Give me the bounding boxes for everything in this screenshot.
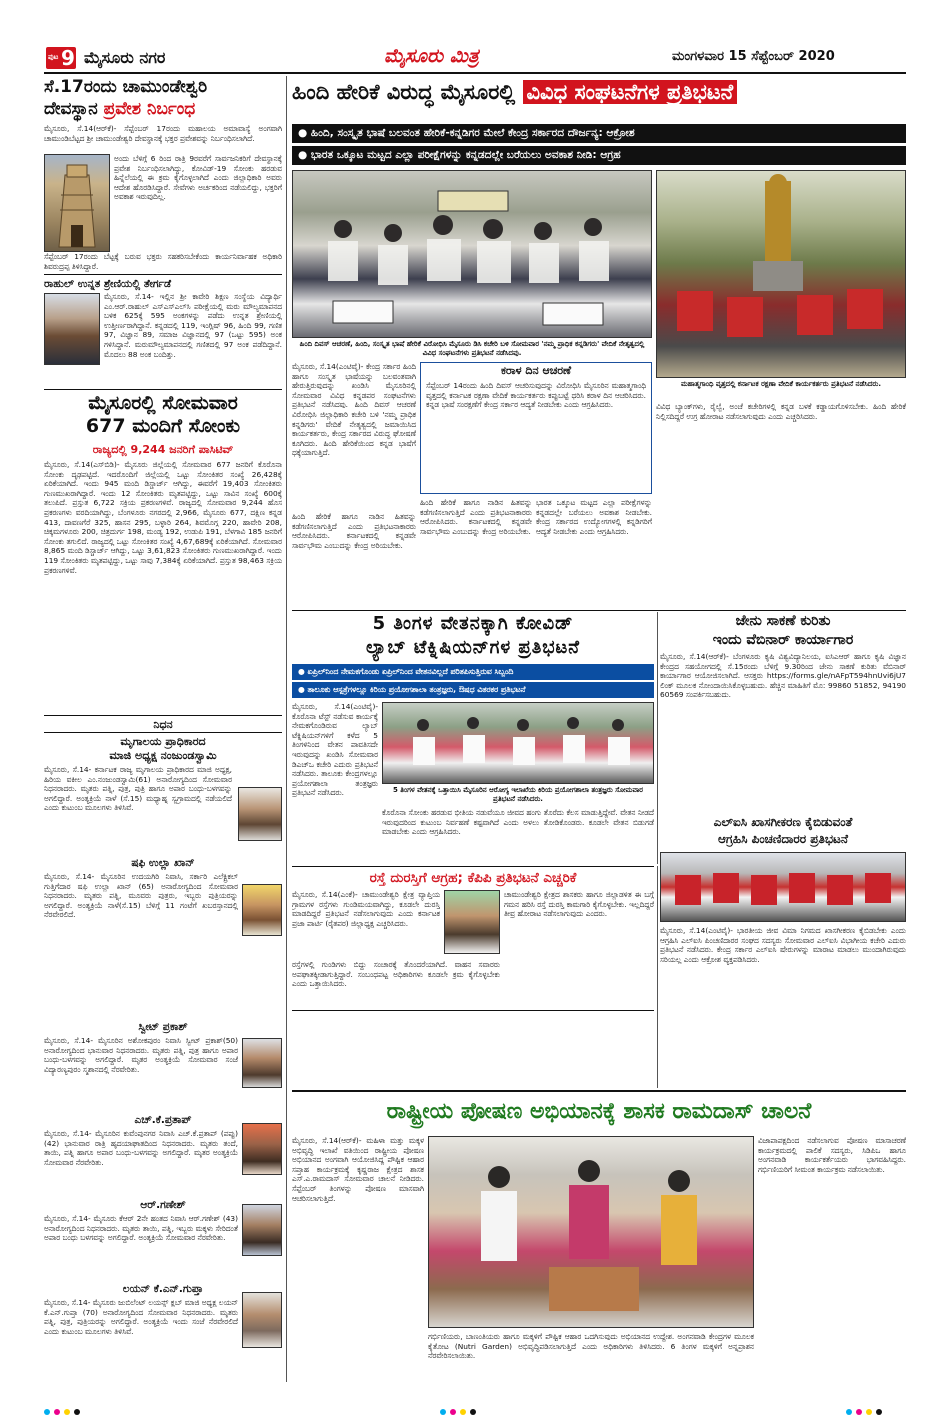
temple-body-bottom: ಸೆಪ್ಟೆಂಬರ್ 17ರಂದು ಬೆಟ್ಟಕ್ಕೆ ಬರುವ ಭಕ್ತರು ಸಹಕರಿಸಬೇಕೆಂದು ಕಾರ್ಯನಿರ್ವಾಹಕ ಅಧಿಕಾರಿ ಶಿವರುದ್ರಪ್ಪ ತಿಳಿಸಿದ್ದಾರೆ.	[44, 252, 282, 271]
covid-headline	[44, 392, 282, 438]
temple-headline	[44, 76, 282, 120]
covid-body: ಮೈಸೂರು, ಸೆ.14(ಎಸ್‌ಬಿಡಿ)- ಮೈಸೂರು ಜಿಲ್ಲೆಯಲ್ಲಿ ಸೋಮವಾರ 677 ಜನರಿಗೆ ಕೊರೊನಾ ಸೋಂಕು ದೃಢಪಟ್ಟಿದೆ. ಇದರೊಂದಿಗೆ ಜಿಲ್ಲೆಯಲ್ಲಿ ಒಟ್ಟು ಸೋಂಕಿತರ ಸಂಖ್ಯೆ 26,428ಕ್ಕೆ ಏರಿಕೆಯಾಗಿದೆ. ಇಂದು 945 ಮಂದಿ ಡಿಸ್ಚಾರ್ಜ್ ಆಗಿದ್ದು, ಈವರೆಗೆ 19,403 ಸೋಂಕಿತರು ಗುಣಮುಖರಾಗಿದ್ದಾರೆ. ಇಂದು 12 ಸೋಂಕಿತರು ಮೃತಪಟ್ಟಿದ್ದು, ಒಟ್ಟು ಸಾವಿನ ಸಂಖ್ಯೆ 600ಕ್ಕೆ ತಲುಪಿದೆ. ಪ್ರಸ್ತುತ 6,722 ಸಕ್ರಿಯ ಪ್ರಕರಣಗಳಿವೆ. ರಾಜ್ಯದಲ್ಲಿ ಸೋಮವಾರ 9,244 ಹೊಸ ಪ್ರಕರಣಗಳು ವರದಿಯಾಗಿದ್ದು, ಬೆಂಗಳೂರು ನಗರದಲ್ಲಿ 2,966, ಮೈಸೂರು 677, ದಕ್ಷಿಣ ಕನ್ನಡ 413, ದಾವಣಗೆರೆ 325, ಹಾಸನ 295, ಬಳ್ಳಾರಿ 264, ಶಿವಮೊಗ್ಗ 220, ಹಾವೇರಿ 208, ಚಿಕ್ಕಮಗಳೂರು 200, ಚಿತ್ರದುರ್ಗ 198, ಮಂಡ್ಯ 192, ಉಡುಪಿ 191, ಬೆಳಗಾವಿ 185 ಜನರಿಗೆ ಸೋಂಕು ತಗುಲಿದೆ. ರಾಜ್ಯದಲ್ಲಿ ಒಟ್ಟು ಸೋಂಕಿತರ ಸಂಖ್ಯೆ 4,67,689ಕ್ಕೆ ಏರಿಕೆಯಾಗಿದೆ. ಸೋಮವಾರ 8,865 ಮಂದಿ ಡಿಸ್ಚಾರ್ಜ್ ಆಗಿದ್ದು, ಒಟ್ಟು 3,61,823 ಸೋಂಕಿತರು ಗುಣಮುಖರಾಗಿದ್ದಾರೆ. ಇಂದು 119 ಸೋಂಕಿತರು ಮೃತಪಟ್ಟಿದ್ದು, ಒಟ್ಟು ಸಾವು 7,384ಕ್ಕೆ ಏರಿಕೆಯಾಗಿದೆ. ಪ್ರಸ್ತುತ 98,463 ಸಕ್ರಿಯ ಪ್ರಕರಣಗಳಿವೆ.	[44, 460, 282, 575]
hindi-headline-part1: ಹಿಂದಿ ಹೇರಿಕೆ ವಿರುದ್ಧ ಮೈಸೂರಲ್ಲಿ	[292, 80, 523, 104]
divider	[44, 274, 282, 275]
road-body-2: ರಸ್ತೆಗಳಲ್ಲಿ ಗುಂಡಿಗಳು ಬಿದ್ದು ಸಂಚಾರಕ್ಕೆ ತೊಂದರೆಯಾಗಿದೆ. ವಾಹನ ಸವಾರರು ಅಪಘಾತಕ್ಕೀಡಾಗುತ್ತಿದ್ದಾರೆ. ಸಂಬಂಧಪಟ್ಟ ಅಧಿಕಾರಿಗಳು ಕೂಡಲೇ ಕ್ರಮ ಕೈಗೊಳ್ಳಬೇಕು ಎಂದು ಒತ್ತಾಯಿಸಿದರು.	[292, 960, 500, 989]
covid-headline-line1: ಮೈಸೂರಲ್ಲಿ ಸೋಮವಾರ	[88, 392, 238, 414]
obituary-item	[44, 1113, 282, 1199]
obituary-name-2: ಮಾಜಿ ಅಧ್ಯಕ್ಷ ನಂಜುಂಡಸ್ವಾಮಿ	[109, 749, 217, 762]
obituary-item	[44, 856, 282, 970]
section-name: ಮೈಸೂರು ನಗರ	[84, 48, 166, 67]
paper-name: ಮೈಸೂರು ಮಿತ್ರ	[384, 45, 479, 67]
divider	[44, 389, 282, 390]
obituary-body: ಮೈಸೂರು, ಸೆ.14- ಮೈಸೂರಿನ ಉದಯಗಿರಿ ನಿವಾಸಿ, ಸರ್ಕಾರಿ ಎಲೆಕ್ಟ್ರಿಕಲ್ ಗುತ್ತಿಗೆದಾರ ಷಫಿ ಉಲ್ಲಾ ಖಾನ್ (65) ಅನಾರೋಗ್ಯದಿಂದ ಸೋಮವಾರ ನಿಧನರಾದರು. ಮೃತರು ಪತ್ನಿ, ಮೂವರು ಪುತ್ರರು, ಇಬ್ಬರು ಪುತ್ರಿಯರನ್ನು ಅಗಲಿದ್ದಾರೆ. ಅಂತ್ಯಕ್ರಿಯೆ ನಾಳೆ(ಸೆ.15) ಬೆಳಿಗ್ಗೆ 11 ಗಂಟೆಗೆ ಖಬರಸ್ತಾನದಲ್ಲಿ ನೆರವೇರಲಿದೆ.	[44, 872, 238, 920]
covid-subhead: ರಾಜ್ಯದಲ್ಲಿ 9,244 ಜನರಿಗೆ ಪಾಸಿಟಿವ್	[92, 443, 234, 456]
protest-crowd-icon	[293, 171, 651, 337]
road-body-3: ಚಾಮುಂಡೇಶ್ವರಿ ಕ್ಷೇತ್ರದ ಶಾಸಕರು ಹಾಗೂ ಜಿಲ್ಲಾಡಳಿತ ಈ ಬಗ್ಗೆ ಗಮನ ಹರಿಸಿ ರಸ್ತೆ ದುರಸ್ತಿ ಕಾಮಗಾರಿ ಕೈಗೊಳ್ಳಬೇಕು. ಇಲ್ಲದಿದ್ದರೆ ತೀವ್ರ ಹೋರಾಟ ನಡೆಸಲಾಗುವುದು ಎಂದರು.	[504, 890, 654, 919]
obituary-name: ಆರ್.ಗಣೇಶ್	[140, 1199, 186, 1211]
page-number: 9	[61, 46, 75, 70]
lab-caption: 5 ತಿಂಗಳ ವೇತನಕ್ಕೆ ಒತ್ತಾಯಿಸಿ ಮೈಸೂರಿನ ಆರೋಗ್ಯ ಇಲಾಖೆಯ ಕಿರಿಯ ಪ್ರಯೋಗಶಾಲಾ ತಂತ್ರಜ್ಞರು ಸೋಮವಾರ ಪ್ರತಿಭಟನೆ ನಡೆಸಿದರು.	[393, 786, 643, 803]
lic-headline-line2: ಆಗ್ರಹಿಸಿ ಪಿಂಚಣಿದಾರರ ಪ್ರತಿಭಟನೆ	[717, 832, 849, 846]
karala-box-body: ಸೆಪ್ಟೆಂಬರ್ 14ರಂದು ಹಿಂದಿ ದಿವಸ್ ಆಚರಿಸುವುದನ್ನು ವಿರೋಧಿಸಿ ಮೈಸೂರಿನ ಮಹಾತ್ಮಗಾಂಧಿ ವೃತ್ತದಲ್ಲಿ ಕರ್ನಾಟಕ ರಕ್ಷಣಾ ವೇದಿಕೆ ಕಾರ್ಯಕರ್ತರು ಕಪ್ಪುಬಟ್ಟೆ ಧರಿಸಿ ಕರಾಳ ದಿನ ಆಚರಿಸಿದರು. ಕನ್ನಡ ಭಾಷೆ ಸಂರಕ್ಷಣೆಗೆ ಕೇಂದ್ರ ಸರ್ಕಾರ ಆದ್ಯತೆ ನೀಡಬೇಕು ಎಂದು ಆಗ್ರಹಿಸಿದರು.	[426, 381, 646, 410]
obituary-photo	[242, 1038, 282, 1088]
obituary-body: ಮೈಸೂರು, ಸೆ.14- ಮೈಸೂರಿನ ಅಶೋಕಪುರಂ ನಿವಾಸಿ ಸ್ವೀಟ್ ಪ್ರಕಾಶ್(50) ಅನಾರೋಗ್ಯದಿಂದ ಭಾನುವಾರ ನಿಧನರಾದರು. ಮೃತರು ಪತ್ನಿ, ಪುತ್ರ ಹಾಗೂ ಅಪಾರ ಬಂಧು-ಬಳಗವನ್ನು ಅಗಲಿದ್ದಾರೆ. ಮೃತರ ಅಂತ್ಯಕ್ರಿಯೆ ಸೋಮವಾರ ಸಂಜೆ ವಿದ್ಯಾರಣ್ಯಪುರಂ ಸ್ಮಶಾನದಲ್ಲಿ ನೆರವೇರಿತು.	[44, 1036, 238, 1074]
lic-body: ಮೈಸೂರು, ಸೆ.14(ಎಂಟಿವೈ)- ಭಾರತೀಯ ಜೀವ ವಿಮಾ ನಿಗಮದ ಖಾಸಗೀಕರಣ ಕೈಬಿಡಬೇಕು ಎಂದು ಆಗ್ರಹಿಸಿ ಎಲ್‌ಐಸಿ ಪಿಂಚಣಿದಾರರ ಸಂಘದ ಸದಸ್ಯರು ಸೋಮವಾರ ಎಲ್‌ಐಸಿ ವಿಭಾಗೀಯ ಕಚೇರಿ ಎದುರು ಪ್ರತಿಭಟನೆ ನಡೆಸಿದರು. ಕೇಂದ್ರ ಸರ್ಕಾರ ಎಲ್‌ಐಸಿ ಷೇರುಗಳನ್ನು ಮಾರಾಟ ಮಾಡಲು ಮುಂದಾಗಿರುವುದು ಸರಿಯಲ್ಲ ಎಂದು ಆಕ್ರೋಶ ವ್ಯಕ್ತಪಡಿಸಿದರು.	[660, 926, 906, 964]
obituary-body: ಮೈಸೂರು, ಸೆ.14- ಮೈಸೂರು ಕೆಆರ್ 2ನೇ ಹಂತದ ನಿವಾಸಿ ಆರ್.ಗಣೇಶ್ (43) ಅನಾರೋಗ್ಯದಿಂದ ನಿಧನರಾದರು. ಮೃತರು ತಾಯಿ, ಪತ್ನಿ, ಇಬ್ಬರು ಮಕ್ಕಳು ಸೇರಿದಂತೆ ಅಪಾರ ಬಂಧು ಬಳಗವನ್ನು ಅಗಲಿದ್ದಾರೆ. ಅಂತ್ಯಕ್ರಿಯೆ ಸೋಮವಾರ ನೆರವೇರಿತು.	[44, 1214, 238, 1243]
hindi-caption-left: ಹಿಂದಿ ದಿವಸ್ ಆಚರಣೆ, ಹಿಂದಿ, ಸಂಸ್ಕೃತ ಭಾಷೆ ಹೇರಿಕೆ ವಿರೋಧಿಸಿ ಮೈಸೂರು ಡಿಸಿ ಕಚೇರಿ ಬಳಿ ಸೋಮವಾರ 'ನಮ್ಮ ಪ್ರಾಧಿಕ ಕನ್ನಡಿಗರು' ವೇದಿಕೆ ನೇತೃತ್ವದಲ್ಲಿ ವಿವಿಧ ಸಂಘಟನೆಗಳು ಪ್ರತಿಭಟನೆ ನಡೆಸಿದವು.	[299, 340, 645, 357]
hindi-bullet-2: ● ಭಾರತ ಒಕ್ಕೂಟ ಮಟ್ಟದ ಎಲ್ಲಾ ಪರೀಕ್ಷೆಗಳನ್ನು ಕನ್ನಡದಲ್ಲೇ ಬರೆಯಲು ಅವಕಾಶ ನೀಡಿ: ಆಗ್ರಹ	[292, 146, 906, 165]
obituary-item	[44, 1198, 282, 1282]
lic-headline-line1: ಎಲ್‌ಐಸಿ ಖಾಸಗೀಕರಣ ಕೈಬಿಡುವಂತೆ	[713, 815, 853, 829]
masthead	[44, 44, 906, 72]
hindi-bullet-1: ● ಹಿಂದಿ, ಸಂಸ್ಕೃತ ಭಾಷೆ ಬಲವಂತ ಹೇರಿಕೆ-ಕನ್ನಡಿಗರ ಮೇಲೆ ಕೇಂದ್ರ ಸರ್ಕಾರದ ದೌರ್ಜನ್ಯ: ಆಕ್ರೋಶ	[292, 124, 906, 143]
statue-crowd-icon	[657, 171, 905, 377]
hindi-body-col3: ಭಾರತ ಒಕ್ಕೂಟ ಮಟ್ಟದ ಎಲ್ಲಾ ಪರೀಕ್ಷೆಗಳನ್ನು ಕನ್ನಡದಲ್ಲೇ ಬರೆಯಲು ಅವಕಾಶ ನೀಡಬೇಕು. ಕೇಂದ್ರ ಸರ್ಕಾರದ ಉದ್ಯೋಗಗಳಲ್ಲಿ ಕನ್ನಡಿಗರಿಗೆ ಆದ್ಯತೆ ನೀಡಬೇಕು ಎಂದು ಆಗ್ರಹಿಸಿದರು.	[536, 498, 652, 536]
poshan-event-photo	[428, 1136, 754, 1328]
obituary-section-label: ನಿಧನ	[44, 718, 282, 733]
hindi-body-col4: ವಿವಿಧ ಬ್ಯಾಂಕ್‌ಗಳು, ರೈಲ್ವೆ, ಅಂಚೆ ಕಚೇರಿಗಳಲ್ಲಿ ಕನ್ನಡ ಬಳಕೆ ಕಡ್ಡಾಯಗೊಳಿಸಬೇಕು. ಹಿಂದಿ ಹೇರಿಕೆ ನಿಲ್ಲಿಸದಿದ್ದರೆ ಉಗ್ರ ಹೋರಾಟ ನಡೆಸಲಾಗುವುದು ಎಂದು ಎಚ್ಚರಿಸಿದರು.	[656, 402, 906, 421]
temple-headline-line1: ಸೆ.17ರಂದು ಚಾಮುಂಡೇಶ್ವರಿ	[44, 77, 208, 97]
obituary-name: ಷಫಿ ಉಲ್ಲಾ ಖಾನ್	[131, 857, 195, 869]
obituary-photo	[238, 787, 282, 841]
page-label: ಪುಟ	[48, 53, 59, 61]
hindi-protest-photo-right	[656, 170, 906, 378]
divider	[44, 715, 282, 716]
rahul-body: ಮೈಸೂರು, ಸೆ.14- ಇಲ್ಲಿನ ಶ್ರೀ ಕಾವೇರಿ ಶಿಕ್ಷಣ ಸಂಸ್ಥೆಯ ವಿದ್ಯಾರ್ಥಿ ಎಂ.ಆರ್.ರಾಹುಲ್ ಎಸ್‌ಎಸ್‌ಎಲ್‌ಸಿ ಪರೀಕ್ಷೆಯಲ್ಲಿ ಮರು ಮೌಲ್ಯಮಾಪನದ ಬಳಿಕ 625ಕ್ಕೆ 595 ಅಂಕಗಳನ್ನು ಪಡೆದು ಉನ್ನತ ಶ್ರೇಣಿಯಲ್ಲಿ ಉತ್ತೀರ್ಣರಾಗಿದ್ದಾನೆ. ಕನ್ನಡದಲ್ಲಿ 119, ಇಂಗ್ಲಿಷ್ 96, ಹಿಂದಿ 99, ಗಣಿತ 97, ವಿಜ್ಞಾನ 89, ಸಮಾಜ ವಿಜ್ಞಾನದಲ್ಲಿ 97 (ಒಟ್ಟು 595) ಅಂಕ ಗಳಿಸಿದ್ದಾನೆ. ಮರುಮೌಲ್ಯಮಾಪನದಲ್ಲಿ ಗಣಿತದಲ್ಲಿ 97 ಅಂಕ ಪಡೆದಿದ್ದಾನೆ. ಮೊದಲು 88 ಅಂಕ ಬಂದಿತ್ತು.	[104, 292, 282, 359]
lab-banner-2: ● ತಾಲೂಕು ಆಸ್ಪತ್ರೆಗಳಲ್ಲೂ ಕಿರಿಯ ಪ್ರಯೋಗಶಾಲಾ ತಂತ್ರಜ್ಞರು, ಔಷಧ ವಿತರಕರ ಪ್ರತಿಭಟನೆ	[292, 682, 654, 698]
obituary-item	[44, 1282, 282, 1382]
lab-headline-line2: ಲ್ಯಾಬ್ ಟೆಕ್ನಿಷಿಯನ್‌ಗಳ ಪ್ರತಿಭಟನೆ	[365, 637, 581, 658]
lab-headline-line1: 5 ತಿಂಗಳ ವೇತನಕ್ಕಾಗಿ ಕೋವಿಡ್	[372, 613, 574, 634]
rahul-headline: ರಾಹುಲ್ ಉನ್ನತ ಶ್ರೇಣಿಯಲ್ಲಿ ತೇರ್ಗಡೆ	[44, 278, 172, 290]
hindi-body-col1b: ಹಿಂದಿ ಹೇರಿಕೆ ಹಾಗೂ ನಾಡಿನ ಹಿತವನ್ನು ಕಡೆಗಣಿಸಲಾಗುತ್ತಿದೆ ಎಂದು ಪ್ರತಿಭಟನಾಕಾರರು ಆರೋಪಿಸಿದರು. ಕರ್ನಾಟಕದಲ್ಲಿ ಕನ್ನಡವೇ ಸಾರ್ವಭೌಮ ಎಂಬುದನ್ನು ಕೇಂದ್ರ ಅರಿಯಬೇಕು.	[292, 512, 416, 550]
poshan-headline: ರಾಷ್ಟ್ರೀಯ ಪೋಷಣ ಅಭಿಯಾನಕ್ಕೆ ಶಾಸಕ ರಾಮದಾಸ್ ಚಾಲನೆ	[386, 1099, 812, 1124]
temple-body-top: ಮೈಸೂರು, ಸೆ.14(ಆರ್‌ಕೆ)- ಸೆಪ್ಟೆಂಬರ್ 17ರಂದು ಮಹಾಲಯ ಅಮಾವಾಸ್ಯೆ ಅಂಗವಾಗಿ ಚಾಮುಂಡಿಬೆಟ್ಟದ ಶ್ರೀ ಚಾಮುಂಡೇಶ್ವರಿ ದೇವಸ್ಥಾನಕ್ಕೆ ಭಕ್ತರ ಪ್ರವೇಶವನ್ನು ನಿರ್ಬಂಧಿಸಲಾಗಿದೆ.	[44, 124, 282, 143]
lab-headline	[292, 612, 654, 660]
obituary-photo	[242, 884, 282, 936]
webinar-headline	[660, 612, 906, 650]
lab-crowd-icon	[383, 703, 653, 783]
obituary-photo	[242, 1204, 282, 1256]
obituary-photo	[242, 1292, 282, 1348]
color-registration-marks	[846, 1400, 886, 1419]
column-rule	[286, 76, 287, 1382]
lab-banner-1: ● ಏಪ್ರಿಲ್‌ನಿಂದ ನೇಮಕಗೊಂಡು ಏಪ್ರಿಲ್‌ನಿಂದ ವೇತನವಿಲ್ಲದೆ ಪರಿತಪಿಸುತ್ತಿರುವ ಸಿಬ್ಬಂದಿ	[292, 664, 654, 680]
obituary-photo	[242, 1123, 282, 1175]
lab-protest-photo	[382, 702, 654, 784]
page-number-badge	[46, 47, 76, 69]
obituary-body: ಮೈಸೂರು, ಸೆ.14- ಮೈಸೂರು ಜುಬಿಲೆಂಟ್ ಲಯನ್ಸ್ ಕ್ಲಬ್ ಮಾಜಿ ಅಧ್ಯಕ್ಷ ಲಯನ್ ಕೆ.ಎನ್.ಗುಪ್ತಾ (70) ಅನಾರೋಗ್ಯದಿಂದ ಸೋಮವಾರ ನಿಧನರಾದರು. ಮೃತರು ಪತ್ನಿ, ಪುತ್ರ, ಪುತ್ರಿಯರನ್ನು ಅಗಲಿದ್ದಾರೆ. ಅಂತ್ಯಕ್ರಿಯೆ ಇಂದು ಸಂಜೆ ನೆರವೇರಲಿದೆ ಎಂದು ಕುಟುಂಬ ಮೂಲಗಳು ತಿಳಿಸಿವೆ.	[44, 1298, 238, 1336]
webinar-headline-line1: ಜೇನು ಸಾಕಣೆ ಕುರಿತು	[735, 613, 831, 629]
temple-body-side: ಅಂದು ಬೆಳಿಗ್ಗೆ 6 ರಿಂದ ರಾತ್ರಿ 9ರವರೆಗೆ ಸಾರ್ವಜನಿಕರಿಗೆ ದೇವಸ್ಥಾನಕ್ಕೆ ಪ್ರವೇಶ ನಿರ್ಬಂಧಿಸಲಾಗಿದ್ದು, ಕೋವಿಡ್-19 ಸೋಂಕು ಹರಡುವ ಹಿನ್ನೆಲೆಯಲ್ಲಿ ಈ ಕ್ರಮ ಕೈಗೊಳ್ಳಲಾಗಿದೆ ಎಂದು ಜಿಲ್ಲಾಧಿಕಾರಿ ಅವರು ಆದೇಶ ಹೊರಡಿಸಿದ್ದಾರೆ. ಸೇವೆಗಳು ಅರ್ಚಕರಿಂದ ನಡೆಯಲಿದ್ದು, ಭಕ್ತರಿಗೆ ಅವಕಾಶ ಇರುವುದಿಲ್ಲ.	[114, 154, 282, 202]
karala-dina-box	[420, 362, 652, 494]
hindi-headline	[292, 76, 906, 110]
covid-headline-line2: 677 ಮಂದಿಗೆ ಸೋಂಕು	[85, 415, 241, 437]
obituary-item	[44, 735, 282, 855]
obituary-name: ಎಚ್.ಕೆ.ಪ್ರತಾಪ್	[134, 1114, 192, 1126]
hindi-headline-part2: ವಿವಿಧ ಸಂಘಟನೆಗಳ ಪ್ರತಿಭಟನೆ	[523, 80, 738, 104]
column-rule	[657, 866, 658, 1088]
hindi-protest-photo-left	[292, 170, 652, 338]
temple-tower-icon	[45, 155, 109, 251]
divider	[292, 866, 654, 867]
temple-headline-line2a: ದೇವಸ್ಥಾನ	[44, 99, 104, 119]
road-body-1: ಮೈಸೂರು, ಸೆ.14(ಎಂಕೆ)- ಚಾಮುಂಡೇಶ್ವರಿ ಕ್ಷೇತ್ರ ವ್ಯಾಪ್ತಿಯ ಗ್ರಾಮಗಳ ರಸ್ತೆಗಳು ಗುಂಡಿಮಯವಾಗಿದ್ದು, ಕೂಡಲೇ ದುರಸ್ತಿ ಮಾಡದಿದ್ದರೆ ಪ್ರತಿಭಟನೆ ನಡೆಸಲಾಗುವುದು ಎಂದು ಕರ್ನಾಟಕ ಪ್ರಜಾ ಪಾರ್ಟಿ (ರೈತಪರ) ಜಿಲ್ಲಾಧ್ಯಕ್ಷ ಎಚ್ಚರಿಸಿದರು.	[292, 890, 440, 928]
poshan-body-2: ಗರ್ಭಿಣಿಯರು, ಬಾಣಂತಿಯರು ಹಾಗೂ ಮಕ್ಕಳಿಗೆ ಪೌಷ್ಟಿಕ ಆಹಾರ ಒದಗಿಸುವುದು ಅಭಿಯಾನದ ಉದ್ದೇಶ. ಅಂಗನವಾಡಿ ಕೇಂದ್ರಗಳ ಮೂಲಕ ಕೈತೋಟ (Nutri Garden) ಅಭಿವೃದ್ಧಿಪಡಿಸಲಾಗುತ್ತಿದೆ ಎಂದು ಅಧಿಕಾರಿಗಳು ತಿಳಿಸಿದರು. 6 ತಿಂಗಳ ಮಕ್ಕಳಿಗೆ ಅನ್ನಪ್ರಾಶನ ನೆರವೇರಿಸಲಾಯಿತು.	[428, 1332, 754, 1361]
color-registration-marks	[44, 1400, 84, 1419]
obituary-name: ಮೃಗಾಲಯ ಪ್ರಾಧಿಕಾರದ	[120, 735, 206, 748]
poshan-body-3: ವಿಜಾಪಾಪಕ್ಷದಿಂದ ನಡೆಸಲಾಗುವ ಪೋಷಣ ಮಾಸಾಚರಣೆ ಕಾರ್ಯಕ್ರಮದಲ್ಲಿ ಪಾಲಿಕೆ ಸದಸ್ಯರು, ಸಿಡಿಪಿಒ ಹಾಗೂ ಅಂಗನವಾಡಿ ಕಾರ್ಯಕರ್ತೆಯರು ಭಾಗವಹಿಸಿದ್ದರು. ಗರ್ಭಿಣಿಯರಿಗೆ ಸೀಮಂತ ಕಾರ್ಯಕ್ರಮ ನಡೆಸಲಾಯಿತು.	[758, 1136, 906, 1174]
temple-headline-line2b: ಪ್ರವೇಶ ನಿರ್ಬಂಧ	[103, 99, 196, 119]
divider	[292, 610, 906, 611]
obituary-item	[44, 1020, 282, 1112]
obituary-body: ಮೈಸೂರು, ಸೆ.14- ಕರ್ನಾಟಕ ರಾಜ್ಯ ಮೃಗಾಲಯ ಪ್ರಾಧಿಕಾರದ ಮಾಜಿ ಅಧ್ಯಕ್ಷ, ಹಿರಿಯ ವಕೀಲ ಎಂ.ನಂಜುಂಡಸ್ವಾಮಿ(61) ಅನಾರೋಗ್ಯದಿಂದ ಸೋಮವಾರ ನಿಧನರಾದರು. ಮೃತರು ಪತ್ನಿ, ಪುತ್ರ, ಪುತ್ರಿ ಹಾಗೂ ಅಪಾರ ಬಂಧು-ಬಳಗವನ್ನು ಅಗಲಿದ್ದಾರೆ. ಅಂತ್ಯಕ್ರಿಯೆ ನಾಳೆ (ಸೆ.15) ಮಧ್ಯಾಹ್ನ ಸ್ವಗ್ರಾಮದಲ್ಲಿ ನಡೆಯಲಿದೆ ಎಂದು ಕುಟುಂಬ ಮೂಲಗಳು ತಿಳಿಸಿವೆ.	[44, 765, 232, 813]
column-rule	[657, 612, 658, 864]
poshan-people-icon	[429, 1137, 753, 1327]
lab-body-col2: ಕೊರೊನಾ ಸೋಂಕು ಹರಡುವ ಭೀತಿಯ ನಡುವೆಯೂ ಜೀವದ ಹಂಗು ತೊರೆದು ಕೆಲಸ ಮಾಡುತ್ತಿದ್ದೇವೆ. ವೇತನ ನೀಡದೆ ಇರುವುದರಿಂದ ಕುಟುಂಬ ನಿರ್ವಹಣೆ ಕಷ್ಟವಾಗಿದೆ ಎಂದು ಅಳಲು ತೋಡಿಕೊಂಡರು. ಕೂಡಲೇ ವೇತನ ಬಿಡುಗಡೆ ಮಾಡಬೇಕು ಎಂದು ಆಗ್ರಹಿಸಿದರು.	[382, 808, 654, 837]
temple-photo	[44, 154, 110, 252]
karala-box-title: ಕರಾಳ ದಿನ ಆಚರಣೆ	[500, 364, 572, 377]
poshan-body-1: ಮೈಸೂರು, ಸೆ.14(ಆರ್‌ಕೆ)- ಮಹಿಳಾ ಮತ್ತು ಮಕ್ಕಳ ಅಭಿವೃದ್ಧಿ ಇಲಾಖೆ ವತಿಯಿಂದ ರಾಷ್ಟ್ರೀಯ ಪೋಷಣ ಅಭಿಯಾನದ ಅಂಗವಾಗಿ ಆಯೋಜಿಸಿದ್ದ ಪೌಷ್ಟಿಕ ಆಹಾರ ಸಪ್ತಾಹ ಕಾರ್ಯಕ್ರಮಕ್ಕೆ ಕೃಷ್ಣರಾಜ ಕ್ಷೇತ್ರದ ಶಾಸಕ ಎಸ್.ಎ.ರಾಮದಾಸ್ ಸೋಮವಾರ ಚಾಲನೆ ನೀಡಿದರು. ಸೆಪ್ಟೆಂಬರ್ ತಿಂಗಳನ್ನು ಪೋಷಣ ಮಾಸವಾಗಿ ಆಚರಿಸಲಾಗುತ್ತಿದೆ.	[292, 1136, 424, 1203]
lic-headline	[660, 814, 906, 848]
lic-crowd-icon	[661, 853, 905, 921]
obituary-body: ಮೈಸೂರು, ಸೆ.14- ಮೈಸೂರಿನ ಕುವೆಂಪುನಗರ ನಿವಾಸಿ ಎಚ್.ಕೆ.ಪ್ರತಾಪ್ (ಪಪ್ಪು)(42) ಭಾನುವಾರ ರಾತ್ರಿ ಹೃದಯಾಘಾತದಿಂದ ನಿಧನರಾದರು. ಮೃತರು ತಂದೆ, ತಾಯಿ, ಪತ್ನಿ ಹಾಗೂ ಅಪಾರ ಬಂಧು-ಬಳಗವನ್ನು ಅಗಲಿದ್ದಾರೆ. ಮೃತರ ಅಂತ್ಯಕ್ರಿಯೆ ಸೋಮವಾರ ನೆರವೇರಿತು.	[44, 1129, 238, 1167]
divider	[292, 1090, 906, 1092]
hindi-body-col2: ಹಿಂದಿ ಹೇರಿಕೆ ಹಾಗೂ ನಾಡಿನ ಹಿತವನ್ನು ಕಡೆಗಣಿಸಲಾಗುತ್ತಿದೆ ಎಂದು ಪ್ರತಿಭಟನಾಕಾರರು ಆರೋಪಿಸಿದರು. ಕರ್ನಾಟಕದಲ್ಲಿ ಕನ್ನಡವೇ ಸಾರ್ವಭೌಮ ಎಂಬುದನ್ನು ಕೇಂದ್ರ ಅರಿಯಬೇಕು.	[420, 498, 532, 536]
rahul-photo	[44, 293, 100, 365]
hindi-body-col1: ಮೈಸೂರು, ಸೆ.14(ಎಂಟಿವೈ)- ಕೇಂದ್ರ ಸರ್ಕಾರ ಹಿಂದಿ ಹಾಗೂ ಸಂಸ್ಕೃತ ಭಾಷೆಯನ್ನು ಬಲವಂತವಾಗಿ ಹೇರುತ್ತಿರುವುದನ್ನು ಖಂಡಿಸಿ ಮೈಸೂರಿನಲ್ಲಿ ಸೋಮವಾರ ವಿವಿಧ ಕನ್ನಡಪರ ಸಂಘಟನೆಗಳು ಪ್ರತಿಭಟನೆ ನಡೆಸಿದವು. ಹಿಂದಿ ದಿವಸ್ ಆಚರಣೆ ವಿರೋಧಿಸಿ ಜಿಲ್ಲಾಧಿಕಾರಿ ಕಚೇರಿ ಬಳಿ 'ನಮ್ಮ ಪ್ರಾಧಿಕ ಕನ್ನಡಿಗರು' ವೇದಿಕೆ ನೇತೃತ್ವದಲ್ಲಿ ಜಮಾಯಿಸಿದ ಕಾರ್ಯಕರ್ತರು, ಕೇಂದ್ರ ಸರ್ಕಾರದ ವಿರುದ್ಧ ಘೋಷಣೆ ಕೂಗಿದರು. ಹಿಂದಿ ಹೇರಿಕೆಯಿಂದ ಕನ್ನಡ ಭಾಷೆಗೆ ಧಕ್ಕೆಯಾಗುತ್ತಿದೆ.	[292, 362, 416, 458]
color-registration-marks	[440, 1400, 480, 1419]
webinar-headline-line2: ಇಂದು ವೆಬಿನಾರ್ ಕಾರ್ಯಾಗಾರ	[712, 632, 854, 648]
obituary-name: ಲಯನ್ ಕೆ.ಎನ್.ಗುಪ್ತಾ	[122, 1283, 204, 1295]
lab-body-col1: ಮೈಸೂರು, ಸೆ.14(ಎಂಟಿವೈ)- ಕೊರೊನಾ ಟೆಸ್ಟ್ ನಡೆಸುವ ಕಾರ್ಯಕ್ಕೆ ನೇಮಕಗೊಂಡಿರುವ ಲ್ಯಾಬ್ ಟೆಕ್ನಿಷಿಯನ್‌ಗಳಿಗೆ ಕಳೆದ 5 ತಿಂಗಳಿನಿಂದ ವೇತನ ಪಾವತಿಸದೇ ಇರುವುದನ್ನು ಖಂಡಿಸಿ ಸೋಮವಾರ ಡಿಎಚ್‌ಒ ಕಚೇರಿ ಎದುರು ಪ್ರತಿಭಟನೆ ನಡೆಸಿದರು. ತಾಲೂಕು ಕೇಂದ್ರಗಳಲ್ಲೂ ಪ್ರಯೋಗಶಾಲಾ ತಂತ್ರಜ್ಞರು ಪ್ರತಿಭಟನೆ ನಡೆಸಿದರು.	[292, 702, 378, 798]
divider	[292, 1010, 654, 1011]
obituary-name: ಸ್ವೀಟ್ ಪ್ರಕಾಶ್	[138, 1021, 188, 1033]
lic-protest-photo	[660, 852, 906, 922]
webinar-body: ಮೈಸೂರು, ಸೆ.14(ಆರ್‌ಕೆ)- ಬೆಂಗಳೂರು ಕೃಷಿ ವಿಶ್ವವಿದ್ಯಾನಿಲಯ, ಐಸಿಎಆರ್ ಹಾಗೂ ಕೃಷಿ ವಿಜ್ಞಾನ ಕೇಂದ್ರದ ಸಹಯೋಗದಲ್ಲಿ ಸೆ.15ರಂದು ಬೆಳಿಗ್ಗೆ 9.30ರಿಂದ ಜೇನು ಸಾಕಣೆ ಕುರಿತು ವೆಬಿನಾರ್ ಕಾರ್ಯಾಗಾರ ಆಯೋಜಿಸಲಾಗಿದೆ. ಆಸಕ್ತರು https://forms.gle/nAFpT594hnUvi6jU7 ಲಿಂಕ್ ಮೂಲಕ ನೋಂದಾಯಿಸಿಕೊಳ್ಳಬಹುದು. ಹೆಚ್ಚಿನ ಮಾಹಿತಿಗೆ ಮೊ: 99860 51852, 94190 60569 ಸಂಪರ್ಕಿಸಬಹುದು.	[660, 652, 906, 700]
issue-date: ಮಂಗಳವಾರ 15 ಸೆಪ್ಟೆಂಬರ್ 2020	[672, 49, 835, 64]
masthead-rule	[44, 72, 906, 74]
road-headline: ರಸ್ತೆ ದುರಸ್ತಿಗೆ ಆಗ್ರಹ; ಕೆಪಿಪಿ ಪ್ರತಿಭಟನೆ ಎಚ್ಚರಿಕೆ	[369, 870, 577, 886]
road-leader-photo	[444, 890, 500, 954]
hindi-caption-right: ಮಹಾತ್ಮಗಾಂಧಿ ವೃತ್ತದಲ್ಲಿ ಕರ್ನಾಟಕ ರಕ್ಷಣಾ ವೇದಿಕೆ ಕಾರ್ಯಕರ್ತರು ಪ್ರತಿಭಟನೆ ನಡೆಸಿದರು.	[680, 380, 882, 388]
